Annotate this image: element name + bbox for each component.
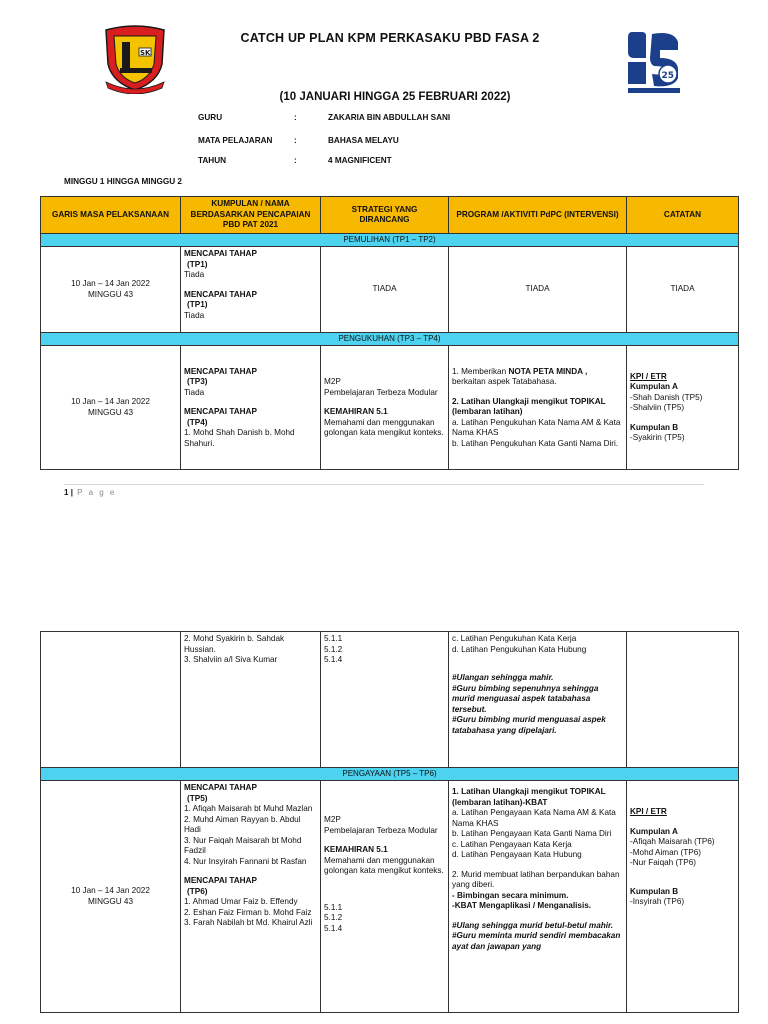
program-note: #Guru meminta murid sendiri membacakan ayat dan jawapan yang <box>452 931 621 951</box>
info-value: BAHASA MELAYU <box>328 136 399 145</box>
notes-line: -Shalviin (TP5) <box>630 403 685 413</box>
program-line: a. Latihan Pengayaan Kata Nama AM & Kata Nama KHAS <box>452 808 616 828</box>
plan-table-page1 <box>40 196 739 470</box>
info-label: TAHUN <box>198 156 227 165</box>
program-line: -KBAT Mengaplikasi / Menganalisis. <box>452 901 592 911</box>
header-program: PROGRAM /AKTIVITI PdPC (INTERVENSI) <box>449 197 627 234</box>
program-highlight: NOTA PETA MINDA , <box>508 366 588 376</box>
strategy-line: 5.1.4 <box>324 923 343 933</box>
group-cell <box>181 781 321 1013</box>
group-level: (TP1) <box>187 259 208 269</box>
plan-table-page2 <box>40 631 739 1013</box>
program-line: 1. Latihan Ulangkaji mengikut TOPIKAL (lembaran latihan)-KBAT <box>452 787 606 807</box>
strategy-line: Pembelajaran Terbeza Modular <box>324 825 438 835</box>
notes-group: Kumpulan B <box>630 886 679 896</box>
program-note: #Ulangan sehingga mahir. <box>452 673 554 682</box>
group-names: 2. Muhd Aiman Rayyan b. Abdul Hadi <box>184 814 301 835</box>
group-names: Tiada <box>184 270 205 280</box>
band-row-pengayaan <box>41 768 739 781</box>
program-text: berkaitan aspek Tatabahasa. <box>452 377 557 387</box>
group-level: (TP4) <box>187 417 208 427</box>
program-text: 1. Memberikan <box>452 366 509 376</box>
notes-group: Kumpulan A <box>630 826 678 836</box>
group-title: MENCAPAI TAHAP <box>184 407 257 417</box>
strategy-line: 5.1.2 <box>324 644 343 654</box>
info-colon: : <box>294 113 297 122</box>
program-note: #Guru bimbing murid menguasai aspek tatabahasa yang dipelajari. <box>452 715 606 735</box>
program-line: 2. Murid membuat latihan berpandukan bahan yang diberi. <box>452 869 620 890</box>
group-names: 2. Mohd Syakirin b. Sahdak Hussian. <box>184 634 285 654</box>
program-cell: TIADA <box>449 247 627 333</box>
group-title: MENCAPAI TAHAP <box>184 366 257 376</box>
band-pengayaan: PENGAYAAN (TP5 – TP6) <box>41 768 739 781</box>
strategy-cell <box>321 781 449 1013</box>
notes-line: -Syakirin (TP5) <box>630 433 685 443</box>
program-line <box>452 367 623 388</box>
info-colon: : <box>294 136 297 145</box>
notes-line: -Mohd Aiman (TP6) <box>630 847 701 857</box>
group-names: 4. Nur Insyirah Fannani bt Rasfan <box>184 856 307 866</box>
date-text: 10 Jan – 14 Jan 2022 <box>71 886 150 896</box>
footer-divider <box>64 484 704 485</box>
header-strategy: STRATEGI YANG DIRANCANG <box>321 197 449 234</box>
date-text: 10 Jan – 14 Jan 2022 <box>71 397 150 407</box>
week-text: MINGGU 43 <box>87 289 134 299</box>
group-names: 1. Ahmad Umar Faiz b. Effendy <box>184 897 298 907</box>
program-line: a. Latihan Pengukuhan Kata Nama AM & Kata Nama KHAS <box>452 417 621 438</box>
timeline-cell <box>41 781 181 1013</box>
program-note: #Ulang sehingga murid betul-betul mahir. <box>452 920 614 930</box>
document-title: CATCH UP PLAN KPM PERKASAKU PBD FASA 2 <box>240 31 540 45</box>
notes-kpi: KPI / ETR <box>630 807 667 817</box>
program-line: c. Latihan Pengukuhan Kata Kerja <box>452 634 577 643</box>
week-text: MINGGU 43 <box>87 407 134 417</box>
strategy-cell: TIADA <box>321 247 449 333</box>
program-line: b. Latihan Pengukuhan Kata Ganti Nama Diri. <box>452 438 619 448</box>
group-cell <box>181 247 321 333</box>
group-names: 1. Mohd Shah Danish b. Mohd Shahuri. <box>184 428 295 448</box>
band-pengukuhan: PENGUKUHAN (TP3 – TP4) <box>41 333 739 346</box>
band-pemulihan: PEMULIHAN (TP1 – TP2) <box>41 234 739 247</box>
date-text: 10 Jan – 14 Jan 2022 <box>71 279 150 289</box>
group-names: 1. Afiqah Maisarah bt Muhd Mazlan <box>184 804 313 814</box>
page-number-separator: | <box>70 488 73 497</box>
group-level: (TP6) <box>187 886 208 896</box>
group-names: 2. Eshan Faiz Firman b. Mohd Faiz <box>184 907 312 917</box>
notes-cell <box>627 781 739 1013</box>
timeline-cell <box>41 632 181 768</box>
table-row <box>41 346 739 470</box>
page-number-value: 1 <box>64 488 69 497</box>
program-cell <box>449 781 627 1013</box>
program-line: c. Latihan Pengayaan Kata Kerja <box>452 839 572 849</box>
notes-line: -Nur Faiqah (TP6) <box>630 858 696 868</box>
group-names: 3. Shalviin a/l Siva Kumar <box>184 655 278 664</box>
page-number <box>64 488 116 498</box>
strategy-line: M2P <box>324 377 341 387</box>
notes-group: Kumpulan A <box>630 382 678 392</box>
week-label: MINGGU 1 HINGGA MINGGU 2 <box>64 177 182 186</box>
program-line: - Bimbingan secara minimum. <box>452 890 569 900</box>
strategy-skill: KEMAHIRAN 5.1 <box>324 407 388 417</box>
band-row-pemulihan <box>41 234 739 247</box>
table-row <box>41 781 739 1013</box>
notes-line: -Afiqah Maisarah (TP6) <box>630 837 715 847</box>
table-row <box>41 247 739 333</box>
group-level: (TP3) <box>187 377 208 387</box>
notes-kpi: KPI / ETR <box>630 371 667 381</box>
header-timeline: GARIS MASA PELAKSANAAN <box>41 197 181 234</box>
strategy-line: 5.1.1 <box>324 902 343 912</box>
header-group: KUMPULAN / NAMA BERDASARKAN PENCAPAIAN PBD PAT 2021 <box>181 197 321 234</box>
group-title: MENCAPAI TAHAP <box>184 249 257 259</box>
program-line: b. Latihan Pengayaan Kata Ganti Nama Diri <box>452 829 612 839</box>
notes-cell <box>627 346 739 470</box>
school-crest-logo-icon <box>100 24 170 94</box>
strategy-line: 5.1.4 <box>324 655 343 664</box>
strategy-cell <box>321 346 449 470</box>
program-cell <box>449 632 627 768</box>
strategy-line: 5.1.2 <box>324 913 343 923</box>
strategy-line: Pembelajaran Terbeza Modular <box>324 387 438 397</box>
logo-left-text: SK <box>140 49 151 57</box>
group-title: MENCAPAI TAHAP <box>184 783 257 793</box>
strategy-line: 5.1.1 <box>324 634 343 643</box>
timeline-cell <box>41 247 181 333</box>
group-title: MENCAPAI TAHAP <box>184 289 257 299</box>
notes-group: Kumpulan B <box>630 422 679 432</box>
group-names: 3. Farah Nabilah bt Md. Khairul Azli <box>184 918 313 928</box>
program-line: d. Latihan Pengayaan Kata Hubung <box>452 850 582 860</box>
notes-cell <box>627 632 739 768</box>
notes-line: -Insyirah (TP6) <box>630 897 685 907</box>
timeline-cell <box>41 346 181 470</box>
group-cell <box>181 346 321 470</box>
table-row <box>41 632 739 768</box>
date-range-title: (10 JANUARI HINGGA 25 FEBRUARI 2022) <box>279 91 511 103</box>
week-text: MINGGU 43 <box>87 896 134 906</box>
page-label: P a g e <box>77 488 117 497</box>
group-level: (TP1) <box>187 300 208 310</box>
strategy-cell <box>321 632 449 768</box>
group-cell <box>181 632 321 768</box>
header-notes: CATATAN <box>627 197 739 234</box>
info-label: MATA PELAJARAN <box>198 136 273 145</box>
group-level: (TP5) <box>187 793 208 803</box>
notes-line: -Shah Danish (TP5) <box>630 392 703 402</box>
group-title: MENCAPAI TAHAP <box>184 876 257 886</box>
program-cell <box>449 346 627 470</box>
strategy-line: M2P <box>324 815 341 825</box>
kpm-25-logo-icon <box>624 28 684 94</box>
group-names: Tiada <box>184 387 205 397</box>
table-header-row <box>41 197 739 234</box>
info-label: GURU <box>198 113 223 122</box>
info-value: ZAKARIA BIN ABDULLAH SANI <box>328 113 451 122</box>
strategy-line: Memahami dan menggunakan golongan kata mengikut konteks. <box>324 417 444 438</box>
band-row-pengukuhan <box>41 333 739 346</box>
notes-cell: TIADA <box>627 247 739 333</box>
logo-right-text: 25 <box>661 71 675 81</box>
program-line: 2. Latihan Ulangkaji mengikut TOPIKAL (lembaran latihan) <box>452 396 606 417</box>
strategy-skill: KEMAHIRAN 5.1 <box>324 845 388 855</box>
strategy-line: Memahami dan menggunakan golongan kata mengikut konteks. <box>324 855 444 876</box>
group-names: 3. Nur Faiqah Maisarah bt Mohd Fadzil <box>184 835 302 856</box>
program-line: d. Latihan Pengukuhan Kata Hubung <box>452 644 587 654</box>
group-names: Tiada <box>184 310 205 320</box>
program-note: #Guru bimbing sepenuhnya sehingga murid menguasai aspek tatabahasa tersebut. <box>452 683 599 714</box>
info-value: 4 MAGNIFICENT <box>328 156 392 165</box>
info-colon: : <box>294 156 297 165</box>
